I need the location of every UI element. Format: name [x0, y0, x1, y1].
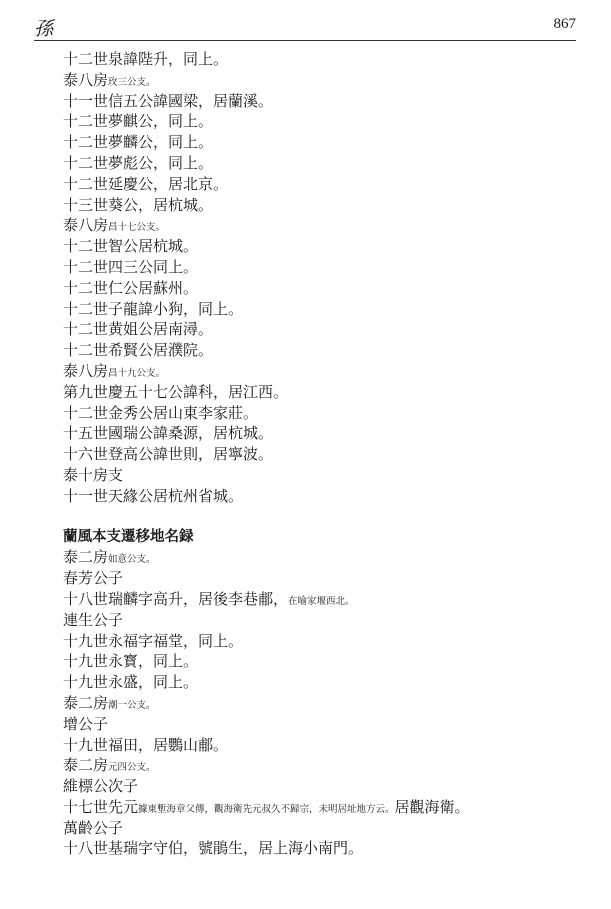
record-line [63, 465, 578, 486]
record-text: 泰十房支 [63, 465, 124, 484]
record-text: 十五世國瑞公諱桑源，居杭城。 [63, 424, 274, 443]
record-text-continued: 居觀海衛。 [394, 797, 470, 816]
record-text: 十三世葵公，居杭城。 [63, 195, 214, 214]
running-title: 孫 [34, 18, 54, 40]
record-line [63, 797, 578, 818]
record-text: 十二世夢麒公，同上。 [63, 112, 214, 131]
record-text: 十九世永盛，同上。 [63, 673, 199, 692]
record-line [63, 423, 578, 444]
record-line [63, 589, 578, 610]
record-line [63, 776, 578, 797]
record-text: 泰八房 [63, 361, 109, 380]
record-text: 泰二房 [63, 756, 109, 775]
record-line [63, 714, 578, 735]
record-line [63, 382, 578, 403]
record-note: 元四公支。 [108, 762, 156, 774]
record-line [63, 631, 578, 652]
record-text: 十二世延慶公，居北京。 [63, 174, 229, 193]
record-line [63, 651, 578, 672]
record-text: 十二世四三公同上。 [63, 257, 199, 276]
record-text: 連生公子 [63, 610, 124, 629]
record-note: 潮一公支。 [108, 699, 156, 711]
record-text: 泰二房 [63, 548, 109, 567]
page-body [63, 49, 578, 859]
record-line [63, 340, 578, 361]
record-line [63, 132, 578, 153]
record-line [63, 818, 578, 839]
record-line [63, 195, 578, 216]
record-line [63, 215, 578, 236]
record-text: 十九世永福字福堂，同上。 [63, 631, 244, 650]
record-line [63, 299, 578, 320]
record-list-section-2 [63, 547, 578, 859]
record-note: 如意公支。 [108, 554, 156, 566]
record-note: 玫三公支。 [108, 76, 156, 88]
record-text: 第九世慶五十七公諱科，居江西。 [63, 382, 289, 401]
record-line [63, 49, 578, 70]
record-text: 十八世基瑞字守伯，號鵑生，居上海小南門。 [63, 839, 364, 858]
record-line [63, 486, 578, 507]
record-line [63, 568, 578, 589]
record-line [63, 838, 578, 859]
record-note: 據東塹海章父傳，觀海衛先元叔久不歸宗，未明居址地方云。 [138, 803, 395, 815]
record-note: 昌十七公支。 [108, 222, 166, 234]
record-text: 十六世登高公諱世則，居寧波。 [63, 445, 274, 464]
record-text: 十九世永寳，同上。 [63, 652, 199, 671]
record-line [63, 672, 578, 693]
record-text: 十二世夢彪公，同上。 [63, 153, 214, 172]
record-line [63, 610, 578, 631]
record-note: 昌十九公支。 [108, 367, 166, 379]
record-line [63, 257, 578, 278]
page-header [34, 10, 576, 41]
record-line [63, 361, 578, 382]
record-list-section-1 [63, 49, 578, 507]
record-line [63, 153, 578, 174]
record-line [63, 319, 578, 340]
record-text: 十七世先元 [63, 797, 139, 816]
page-number: 867 [553, 16, 576, 32]
record-text: 春芳公子 [63, 569, 124, 588]
record-line [63, 174, 578, 195]
record-text: 十二世金秀公居山東李家莊。 [63, 403, 259, 422]
record-note: 在喻家堰西北。 [288, 595, 355, 607]
record-text: 泰二房 [63, 693, 109, 712]
record-line [63, 735, 578, 756]
record-text: 十一世信五公諱國梁，居蘭溪。 [63, 91, 274, 110]
record-line [63, 278, 578, 299]
record-line [63, 444, 578, 465]
record-text: 十二世夢麟公，同上。 [63, 133, 214, 152]
record-text: 十二世子龍諱小狗，同上。 [63, 299, 244, 318]
record-text: 十二世智公居杭城。 [63, 237, 199, 256]
record-text: 維標公次子 [63, 777, 139, 796]
record-text: 十一世天緣公居杭州省城。 [63, 486, 244, 505]
record-text: 增公子 [63, 714, 109, 733]
record-text: 十二世仁公居蘇州。 [63, 278, 199, 297]
record-line [63, 403, 578, 424]
section-heading: 蘭風本支遷移地名録 [63, 527, 194, 545]
record-line [63, 755, 578, 776]
record-text: 十二世泉諱陛升，同上。 [63, 50, 229, 68]
record-line [63, 693, 578, 714]
record-text: 泰八房 [63, 216, 109, 235]
record-text: 十二世希賢公居濮院。 [63, 341, 214, 360]
record-line [63, 236, 578, 257]
record-line [63, 547, 578, 568]
record-text: 十二世黄姐公居南潯。 [63, 320, 214, 339]
record-text: 萬齡公子 [63, 818, 124, 837]
record-line [63, 111, 578, 132]
record-text: 十八世瑞麟字高升，居後李巷郙， [63, 589, 289, 608]
record-line [63, 70, 578, 91]
record-line [63, 91, 578, 112]
record-text: 泰八房 [63, 70, 109, 89]
record-text: 十九世福田，居鸚山郙。 [63, 735, 229, 754]
